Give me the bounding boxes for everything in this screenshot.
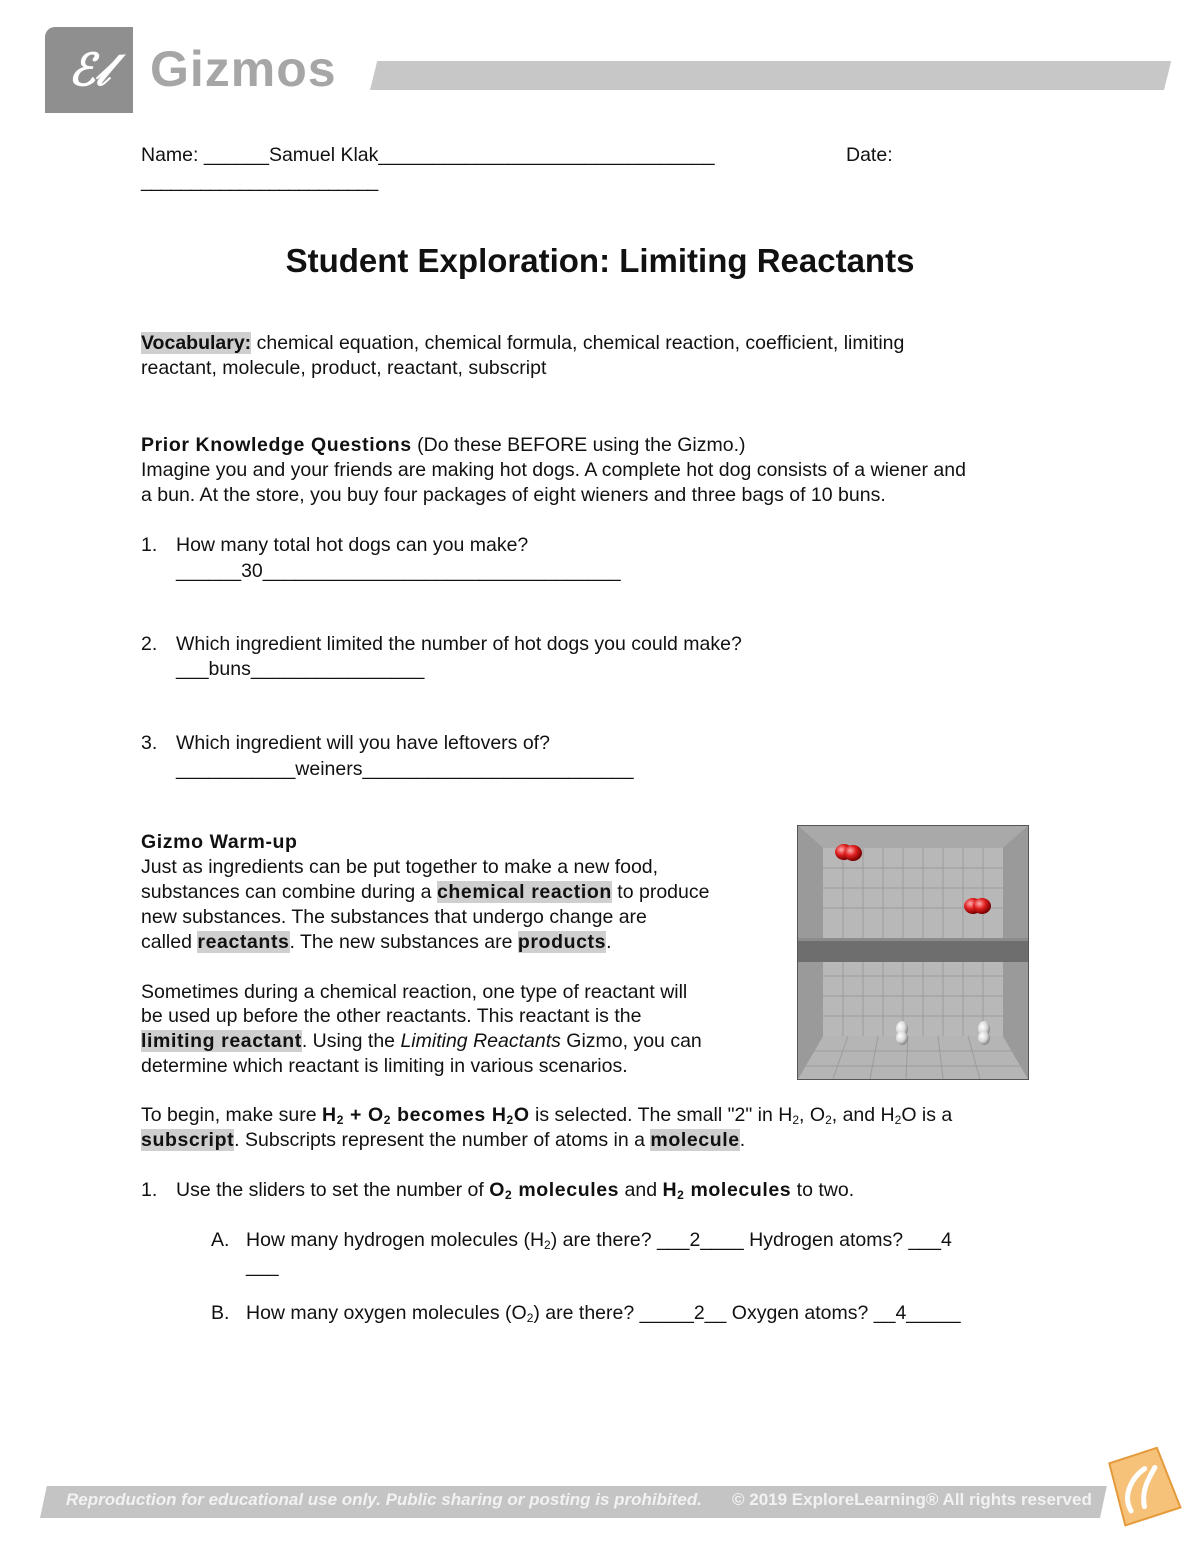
- equation-selection: [322, 1104, 530, 1126]
- text: O is a: [901, 1104, 953, 1126]
- text: H: [322, 1104, 337, 1126]
- subscript-2: 2: [544, 1238, 551, 1252]
- prior-answer-2[interactable]: ___buns________________: [176, 658, 425, 680]
- o2-molecules-term: [489, 1179, 619, 1201]
- date-field[interactable]: ________________________: [141, 170, 378, 192]
- warmup-p1-line2: [141, 880, 709, 905]
- text: To begin, make sure: [141, 1104, 323, 1126]
- vocabulary-terms-2: reactant, molecule, product, reactant, subscript: [141, 357, 547, 379]
- text: . Using the: [301, 1030, 401, 1052]
- subscript-2: 2: [506, 1113, 514, 1127]
- footer-notice: Reproduction for educational use only. Public sharing or posting is prohibited.: [66, 1490, 702, 1509]
- brand-name: Gizmos: [150, 41, 337, 97]
- explorelearning-logo: [45, 27, 133, 113]
- answer-1a-continued[interactable]: ___: [246, 1255, 279, 1277]
- warmup-p3-line1: [141, 1103, 952, 1128]
- gizmo-reaction-chamber-image: [797, 825, 1029, 1080]
- text: H: [662, 1179, 678, 1201]
- text: molecules: [512, 1179, 620, 1201]
- text: becomes H: [391, 1104, 507, 1126]
- answer-1b[interactable]: ) are there? _____2__ Oxygen atoms? __4_____: [533, 1302, 961, 1324]
- text: .: [739, 1129, 746, 1151]
- prior-question-3: [141, 731, 550, 756]
- text: O: [489, 1179, 506, 1201]
- warmup-p2-line4: determine which reactant is limiting in various scenarios.: [141, 1055, 628, 1077]
- question-letter: A.: [211, 1229, 230, 1251]
- question-text: Which ingredient will you have leftovers of?: [176, 732, 550, 754]
- subscript-2: 2: [336, 1113, 344, 1127]
- warmup-question-1a: [211, 1228, 952, 1253]
- warmup-question-1b: [211, 1301, 961, 1326]
- name-value[interactable]: Samuel Klak: [268, 144, 379, 166]
- text: and: [619, 1179, 663, 1201]
- warmup-p1-line4: [141, 930, 612, 955]
- text: called: [141, 931, 198, 953]
- vocabulary-line-1: [141, 331, 904, 356]
- vocabulary-label: Vocabulary:: [141, 332, 252, 354]
- question-text: How many total hot dogs can you make?: [176, 534, 529, 556]
- term-subscript: subscript: [141, 1129, 235, 1151]
- name-post-line: _______________________________: [378, 144, 715, 166]
- prior-answer-1[interactable]: ______30_________________________________: [176, 560, 621, 582]
- prior-intro-1: Imagine you and your friends are making hot dogs. A complete hot dog consists of a wiener and: [141, 459, 966, 481]
- text: , and H: [831, 1104, 895, 1126]
- question-number: 3.: [141, 732, 158, 754]
- h2-molecules-term: [662, 1179, 791, 1201]
- gizmo-name: Limiting Reactants: [400, 1030, 561, 1052]
- vocabulary-terms-1: chemical equation, chemical formula, chemical reaction, coefficient, limiting: [251, 332, 905, 354]
- question-number: 1.: [141, 1179, 158, 1201]
- footer-logo-svg: [1100, 1440, 1186, 1533]
- footer-copyright: © 2019 ExploreLearning® All rights reserved: [732, 1490, 1092, 1509]
- text: to produce: [611, 881, 710, 903]
- text: How many oxygen molecules (O: [246, 1302, 527, 1324]
- question-number: 2.: [141, 633, 158, 655]
- term-chemical-reaction: chemical reaction: [436, 881, 612, 903]
- term-reactants: reactants: [197, 931, 290, 953]
- question-text: Which ingredient limited the number of hot dogs you could make?: [176, 633, 742, 655]
- warmup-heading: Gizmo Warm-up: [141, 831, 298, 853]
- text: . Subscripts represent the number of atoms in a: [234, 1129, 651, 1151]
- warmup-question-1: [141, 1178, 854, 1203]
- term-limiting-reactant: limiting reactant: [141, 1030, 302, 1052]
- text: to two.: [791, 1179, 855, 1201]
- name-label: Name:: [141, 144, 204, 166]
- warmup-p2-line3: [141, 1029, 702, 1054]
- subscript-2: 2: [825, 1113, 832, 1127]
- term-products: products: [517, 931, 607, 953]
- prior-intro-2: a bun. At the store, you buy four packages of eight wieners and three bags of 10 buns.: [141, 484, 886, 506]
- subscript-2: 2: [792, 1113, 800, 1127]
- text: . The new substances are: [289, 931, 518, 953]
- text: , O: [799, 1104, 826, 1126]
- subscript-2: 2: [677, 1188, 685, 1202]
- name-pre-line: ______: [203, 144, 269, 166]
- warmup-p2-line1: Sometimes during a chemical reaction, one type of reactant will: [141, 981, 688, 1003]
- prior-answer-3[interactable]: ___________weiners_________________________: [176, 758, 634, 780]
- subscript-2: 2: [894, 1113, 902, 1127]
- warmup-p1-line3: new substances. The substances that undergo change are: [141, 906, 647, 928]
- header-bar: [370, 61, 1171, 90]
- logo-glyph: ℰ𝓁: [68, 44, 110, 96]
- warmup-p2-line2: be used up before the other reactants. This reactant is the: [141, 1005, 642, 1027]
- prior-question-2: [141, 632, 742, 657]
- text: molecules: [684, 1179, 792, 1201]
- subscript-2: 2: [526, 1311, 534, 1325]
- text: .: [606, 931, 612, 953]
- date-label: Date:: [846, 144, 893, 166]
- text: O: [513, 1104, 530, 1126]
- prior-heading: Prior Knowledge Questions: [141, 434, 412, 456]
- text: How many hydrogen molecules (H: [246, 1229, 545, 1251]
- question-letter: B.: [211, 1302, 230, 1324]
- subscript-2: 2: [383, 1113, 392, 1127]
- term-molecule: molecule: [650, 1129, 740, 1151]
- text: is selected. The small "2" in H: [529, 1104, 793, 1126]
- warmup-p3-line2: [141, 1128, 745, 1153]
- prior-heading-line: [141, 433, 746, 458]
- prior-heading-note: (Do these BEFORE using the Gizmo.): [411, 434, 746, 456]
- text: + O: [343, 1104, 384, 1126]
- subscript-2: 2: [505, 1188, 513, 1202]
- text: Gizmo, you can: [560, 1030, 702, 1052]
- page-title: Student Exploration: Limiting Reactants: [285, 242, 915, 279]
- footer-logo-icon: [1100, 1440, 1186, 1533]
- reaction-chamber-svg: [798, 826, 1028, 1079]
- text: Use the sliders to set the number of: [176, 1179, 490, 1201]
- answer-1a[interactable]: ) are there? ___2____ Hydrogen atoms? ___4: [550, 1229, 952, 1251]
- question-number: 1.: [141, 534, 158, 556]
- warmup-p1-line1: Just as ingredients can be put together to make a new food,: [141, 856, 659, 878]
- name-line: [141, 143, 715, 168]
- prior-question-1: [141, 533, 528, 558]
- text: substances can combine during a: [141, 881, 437, 903]
